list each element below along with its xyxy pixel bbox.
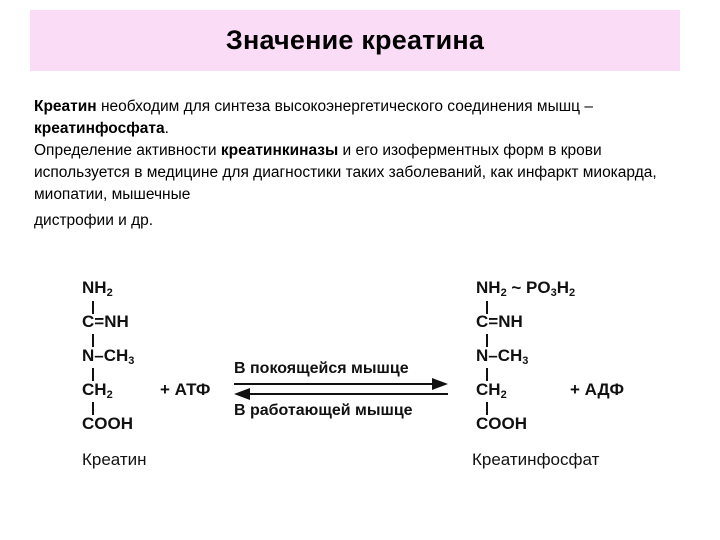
- atp-reagent: + АТФ: [160, 380, 211, 399]
- creatine-cooh: COOH: [82, 414, 133, 433]
- paragraph-1: [34, 96, 674, 140]
- page-title: Значение креатина: [225, 25, 485, 55]
- forward-arrowhead: [432, 378, 448, 390]
- paragraph-2-text: и его изоферментных форм в крови используется в медицине для диагностики таких заболеваний, как инфаркт миокарда, миопатии, мышечные: [34, 142, 657, 203]
- creatine-ch2: $CH_2$: [82, 380, 113, 401]
- creatine-phosphate-nh2-po3h2: $NH_2$ ~ $PO_3H_2$: [476, 278, 576, 299]
- paragraph-2-start: Определение активности: [34, 142, 221, 159]
- creatine-kinase-term: креатинкиназы: [220, 142, 339, 159]
- backward-arrowhead: [234, 388, 250, 400]
- title-banner: [30, 10, 680, 71]
- paragraph-1-end: .: [164, 120, 169, 137]
- creatine-label: Креатин: [82, 450, 147, 469]
- paragraph-3-text: дистрофии и др.: [34, 212, 154, 229]
- creatine-phosphate-n-ch3: $N-CH_3$: [476, 346, 529, 367]
- adp-reagent: + АДФ: [570, 380, 624, 399]
- paragraph-1-text: необходим для синтеза высокоэнергетического соединения мышц –: [96, 98, 593, 115]
- creatine-term: Креатин: [34, 98, 97, 115]
- paragraph-2: [34, 140, 674, 206]
- creatine-phosphate-label: Креатинфосфат: [472, 450, 600, 469]
- reaction-diagram: [76, 270, 656, 485]
- creatine-phosphate-ch2: $CH_2$: [476, 380, 507, 401]
- creatine-phosphate-term: креатинфосфата: [34, 120, 165, 137]
- creatine-n-ch3: $N-CH_3$: [82, 346, 135, 367]
- creatine-c-nh: C=NH: [82, 312, 129, 331]
- body-text: [34, 96, 674, 232]
- creatine-phosphate-cooh: COOH: [476, 414, 527, 433]
- resting-muscle-label: В покоящейся мышце: [234, 360, 409, 377]
- creatine-phosphate-c-nh: C=NH: [476, 312, 523, 331]
- paragraph-3: [34, 210, 674, 232]
- working-muscle-label: В работающей мышце: [234, 402, 413, 419]
- creatine-nh2: $NH_2$: [82, 278, 113, 299]
